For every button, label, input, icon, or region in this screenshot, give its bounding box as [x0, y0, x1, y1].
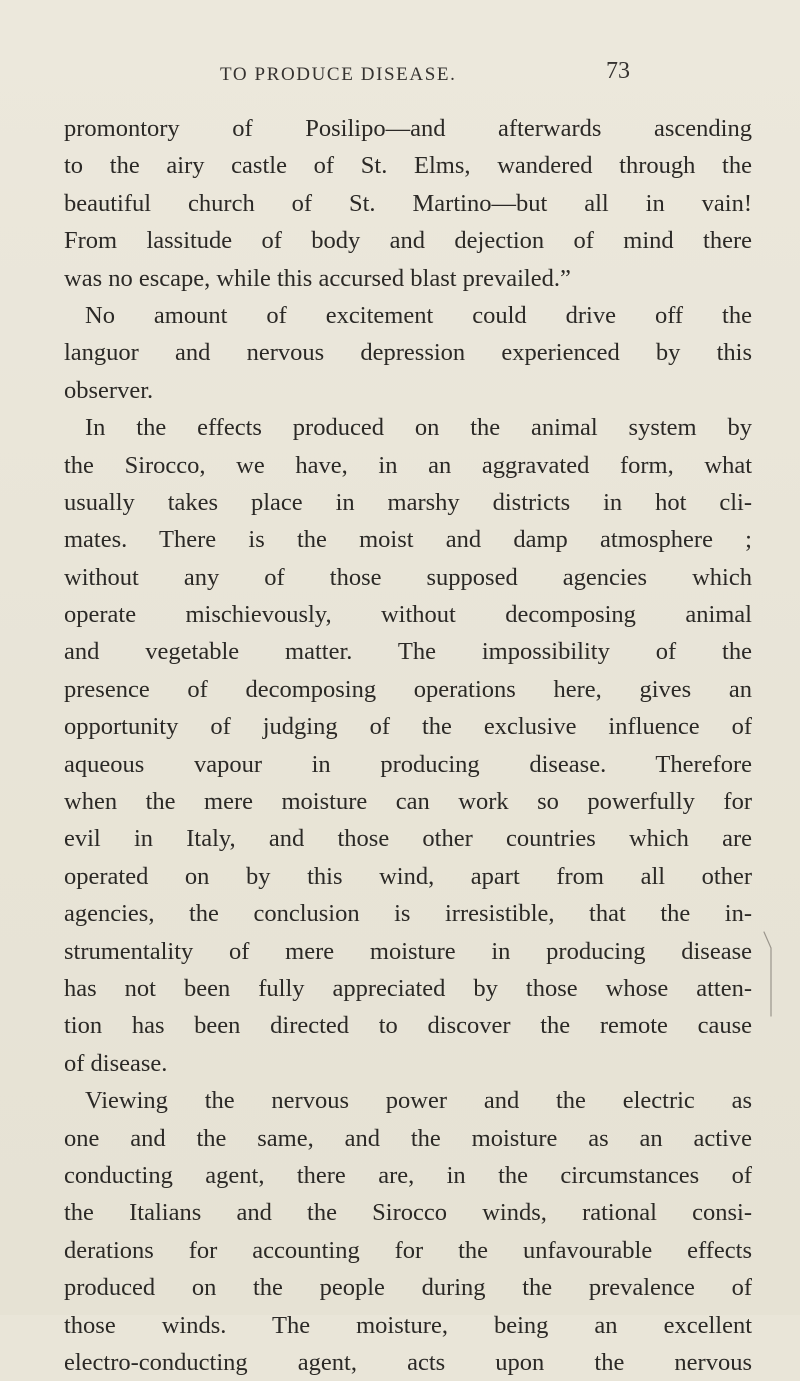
text-line: derations for accounting for the unfavourable effects — [64, 1236, 752, 1264]
text-line: and vegetable matter. The impossibility of the — [64, 638, 752, 666]
body-text — [64, 110, 752, 1381]
page-number: 73 — [606, 58, 630, 84]
text-line: evil in Italy, and those other countries which are — [64, 825, 752, 853]
text-line: of disease. — [64, 1049, 168, 1077]
text-line: the Italians and the Sirocco winds, rational consi- — [64, 1199, 752, 1227]
text-line: No amount of excitement could drive off the — [85, 301, 752, 329]
text-line: promontory of Posilipo—and afterwards ascending — [64, 115, 752, 142]
text-line: observer. — [64, 376, 154, 404]
text-line: produced on the people during the prevalence of — [64, 1274, 752, 1302]
text-line: operate mischievously, without decomposing animal — [64, 601, 752, 629]
text-line: one and the same, and the moisture as an active — [64, 1124, 752, 1152]
text-line: opportunity of judging of the exclusive influence of — [64, 713, 752, 741]
text-line: agencies, the conclusion is irresistible, that the in- — [64, 900, 752, 928]
text-line: beautiful church of St. Martino—but all in vain! — [64, 189, 752, 217]
text-line: without any of those supposed agencies which — [64, 563, 752, 591]
text-line: to the airy castle of St. Elms, wandered through the — [64, 152, 752, 180]
text-line: From lassitude of body and dejection of mind there — [64, 227, 752, 255]
text-line: mates. There is the moist and damp atmosphere ; — [64, 526, 752, 554]
text-line: has not been fully appreciated by those whose atten- — [64, 974, 752, 1002]
text-line: conducting agent, there are, in the circumstances of — [64, 1161, 752, 1189]
text-line: tion has been directed to discover the remote cause — [64, 1012, 752, 1040]
text-line: the Sirocco, we have, in an aggravated form, what — [64, 451, 752, 479]
text-line: strumentality of mere moisture in producing disease — [64, 937, 752, 965]
text-line: operated on by this wind, apart from all other — [64, 862, 752, 890]
margin-pencil-mark — [762, 930, 776, 1020]
text-line: those winds. The moisture, being an excellent — [64, 1311, 752, 1339]
text-line: when the mere moisture can work so powerfully for — [64, 788, 752, 816]
text-line: presence of decomposing operations here, gives an — [64, 675, 752, 703]
text-line: In the effects produced on the animal system by — [85, 414, 752, 442]
text-line: usually takes place in marshy districts in hot cli- — [64, 488, 752, 516]
text-line: was no escape, while this accursed blast prevailed.” — [64, 264, 571, 292]
text-line: electro-conducting agent, acts upon the nervous — [64, 1348, 752, 1376]
running-title: TO PRODUCE DISEASE. — [220, 64, 457, 85]
text-line: aqueous vapour in producing disease. Therefore — [64, 750, 752, 778]
text-line: Viewing the nervous power and the electric as — [85, 1087, 752, 1115]
text-line: languor and nervous depression experienced by this — [64, 339, 752, 367]
running-head — [0, 58, 800, 98]
